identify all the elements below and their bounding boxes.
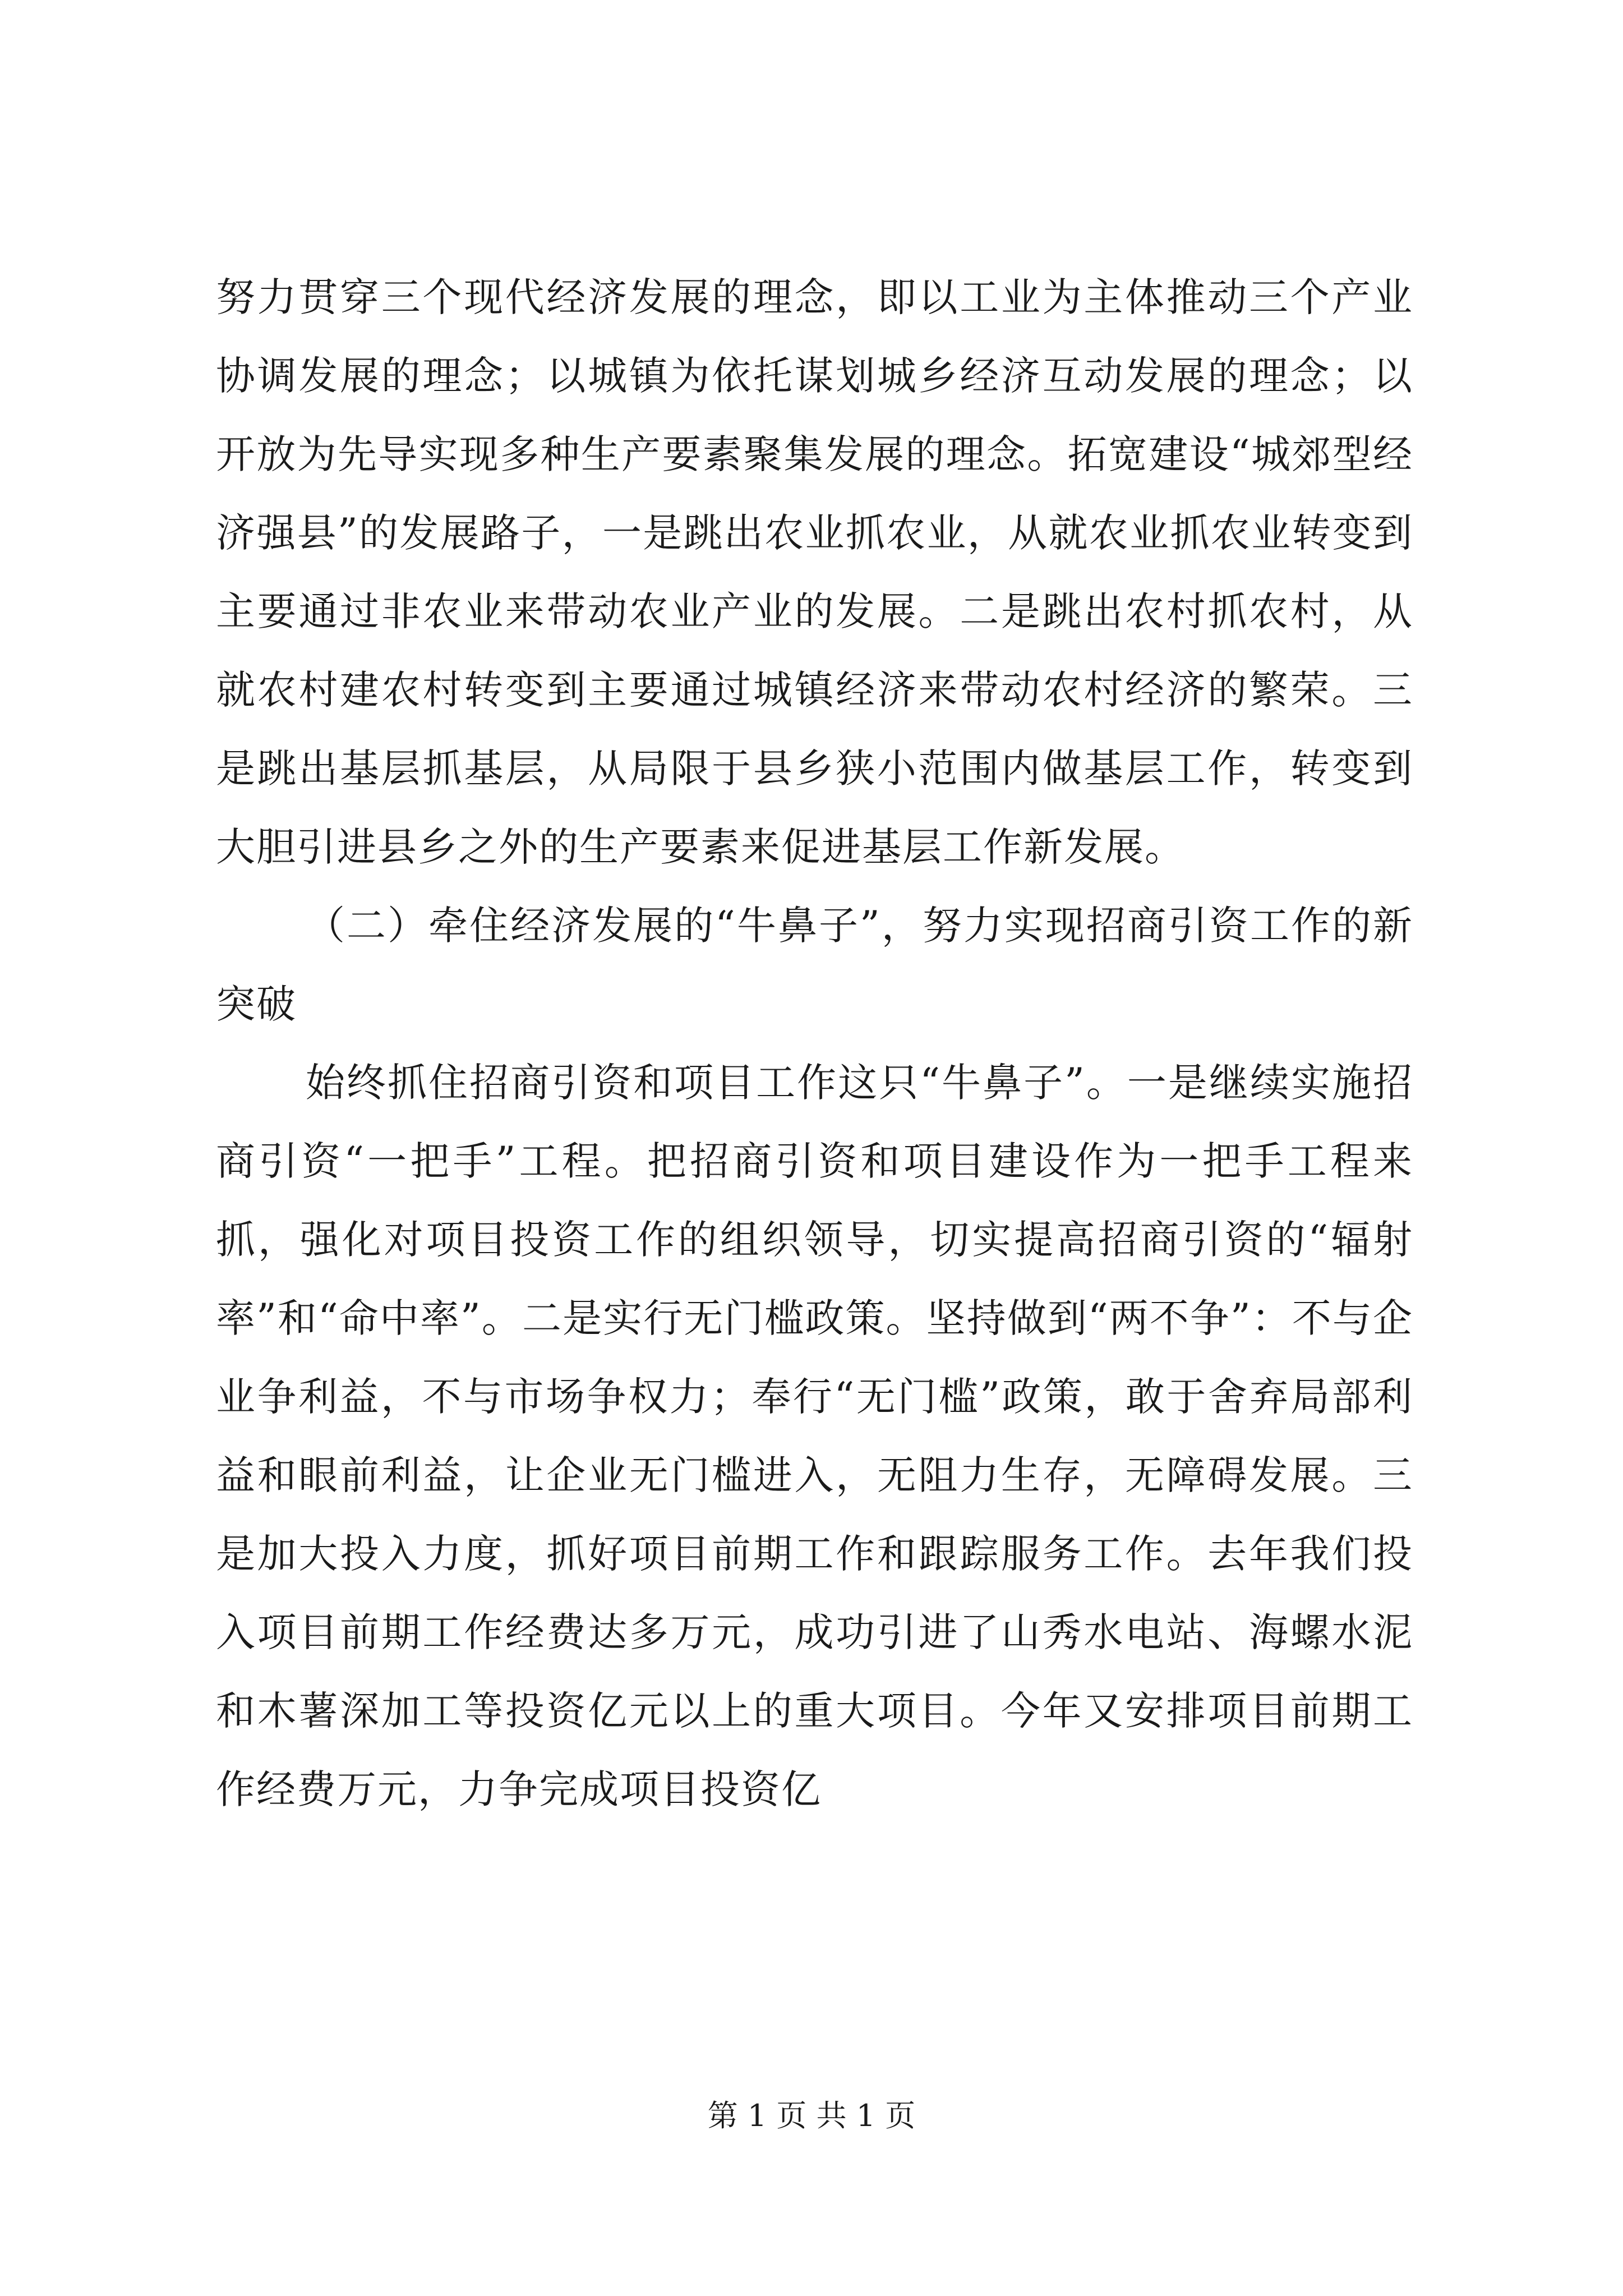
paragraph-development-concepts: 努力贯穿三个现代经济发展的理念，即以工业为主体推动三个产业协调发展的理念；以城镇为依托谋划城乡经济互动发展的理念；以开放为先导实现多种生产要素聚集发展的理念。拓宽建设“城郊型经济强县”的发展路子，一是跳出农业抓农业，从就农业抓农业转变到主要通过非农业来带动农业产业的发展。二是跳出农村抓农村，从就农村建农村转变到主要通过城镇经济来带动农村经济的繁荣。三是跳出基层抓基层，从局限于县乡狭小范围内做基层工作，转变到大胆引进县乡之外的生产要素来促进基层工作新发展。 [216,274,1413,870]
paragraph-investment-details: 始终抓住招商引资和项目工作这只“牛鼻子”。一是继续实施招商引资“一把手”工程。把招商引资和项目建设作为一把手工程来抓，强化对项目投资工作的组织领导，切实提高招商引资的“辐射率”和“命中率”。二是实行无门槛政策。坚持做到“两不争”：不与企业争利益，不与市场争权力；奉行“无门槛”政策，敢于舍弃局部利益和眼前利益，让企业无门槛进入，无阻力生存，无障碍发展。三是加大投入力度，抓好项目前期工作和跟踪服务工作。去年我们投入项目前期工作经费达多万元，成功引进了山秀水电站、海螺水泥和木薯深加工等投资亿元以上的重大项目。今年又安排项目前期工作经费万元，力争完成项目投资亿 [216,1060,1413,1812]
page-number-footer: 第 1 页 共 1 页 [707,2098,916,2133]
document-body [216,258,1413,1829]
section-heading-investment: （二）牵住经济发展的“牛鼻子”，努力实现招商引资工作的新突破 [216,903,1413,1027]
